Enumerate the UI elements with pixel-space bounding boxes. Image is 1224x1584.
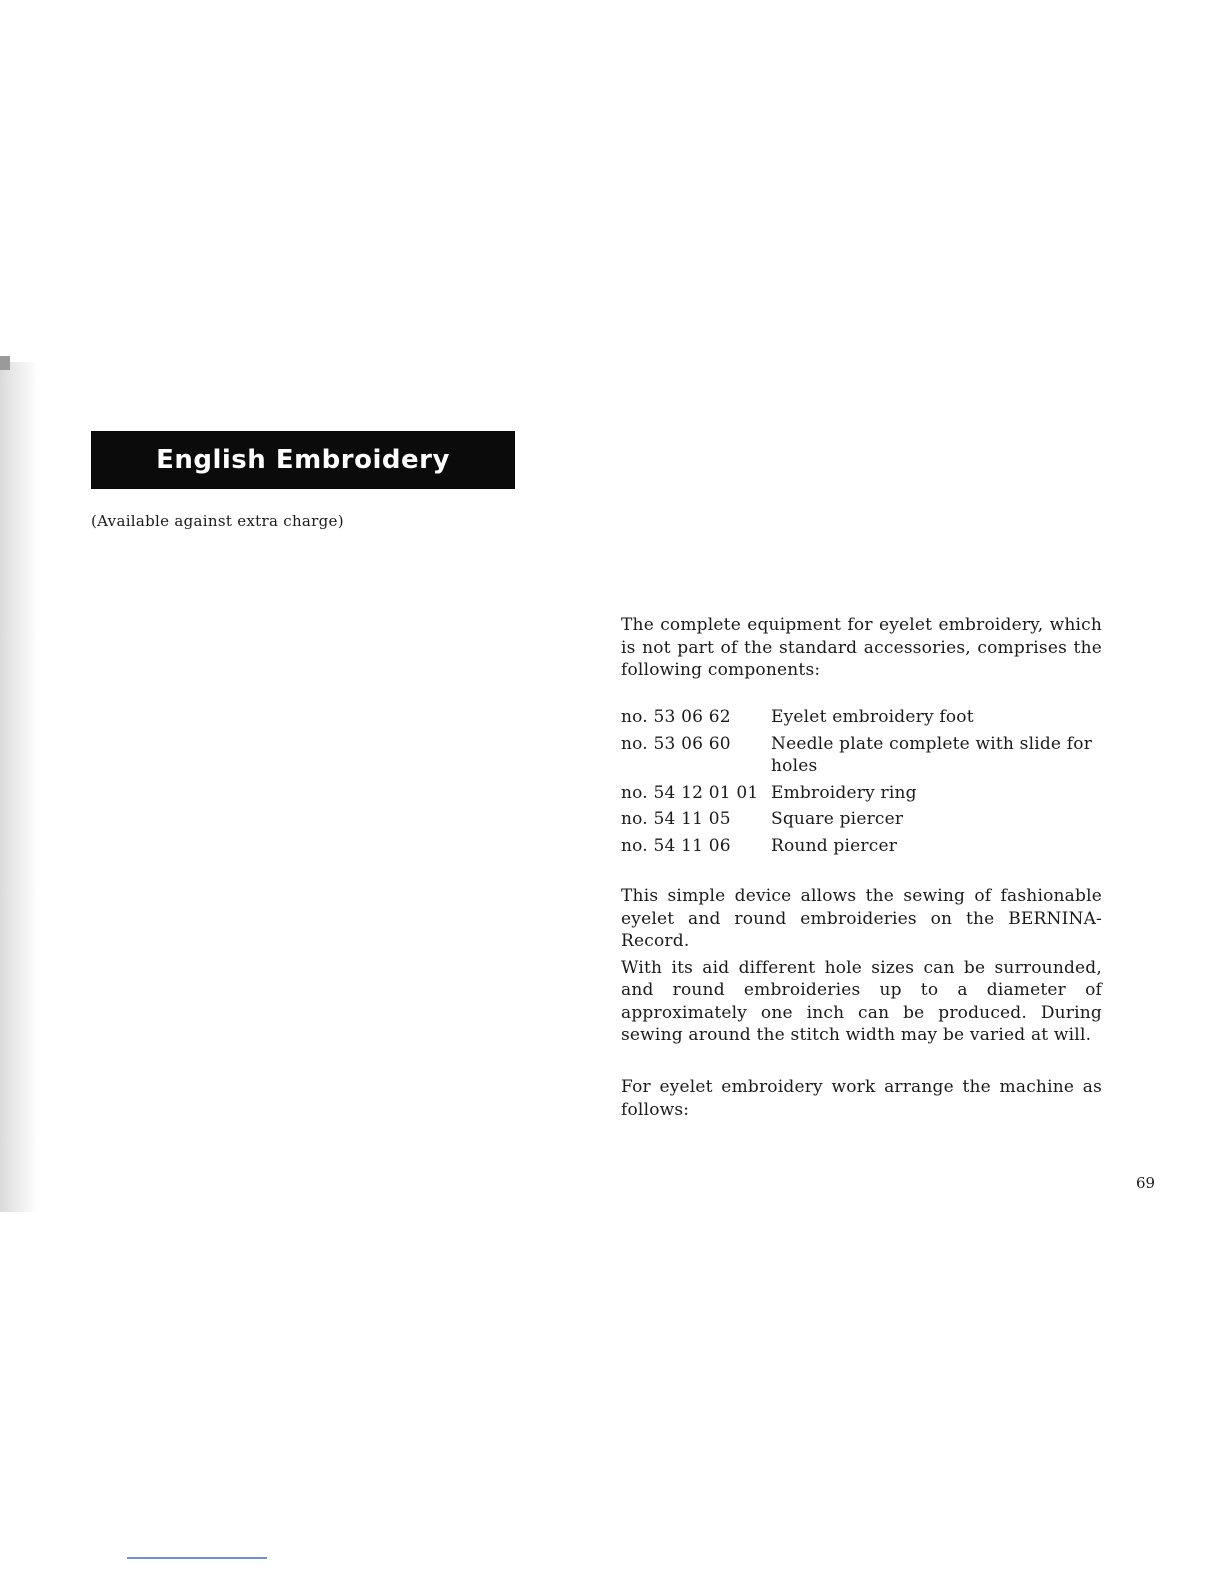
section-title-banner	[91, 431, 515, 489]
section-title: English Embroidery	[156, 445, 450, 475]
part-row	[621, 782, 1102, 805]
arrange-paragraph	[621, 1076, 1102, 1121]
parts-list	[621, 706, 1102, 861]
part-row	[621, 835, 1102, 858]
bottom-rule	[127, 1557, 267, 1559]
scan-shadow	[0, 362, 38, 1212]
part-number: no. 54 12 01 01	[621, 782, 759, 803]
intro-paragraph	[621, 614, 1102, 682]
part-description: Square piercer	[771, 809, 904, 829]
description-paragraph: With its aid different hole sizes can be surrounded, and round embroideries up to a diameter of approximately one inch can be produced. During sewing around the stitch width may be varied at will.	[621, 957, 1102, 1045]
part-description: Embroidery ring	[771, 782, 917, 803]
availability-note: (Available against extra charge)	[91, 512, 344, 530]
part-description: Eyelet embroidery foot	[771, 707, 974, 727]
part-description: Needle plate complete with slide for holes	[771, 733, 1093, 776]
description-paragraph: This simple device allows the sewing of fashionable eyelet and round embroideries on the BERNINA-Record.	[621, 886, 1102, 951]
scan-mark	[0, 356, 10, 370]
arrange-text: For eyelet embroidery work arrange the machine as follows:	[621, 1077, 1102, 1120]
part-description: Round piercer	[771, 835, 898, 856]
part-row	[621, 808, 1102, 831]
page-number: 69	[1136, 1174, 1156, 1192]
part-number: no. 54 11 06	[621, 835, 731, 856]
intro-text: The complete equipment for eyelet embroidery, which is not part of the standard accessories, comprises the following components:	[621, 615, 1102, 680]
part-number: no. 53 06 62	[621, 707, 731, 727]
part-row	[621, 706, 1102, 729]
part-number: no. 53 06 60	[621, 733, 731, 754]
part-number: no. 54 11 05	[621, 809, 731, 829]
description-block	[621, 885, 1102, 1047]
part-row	[621, 733, 1102, 778]
